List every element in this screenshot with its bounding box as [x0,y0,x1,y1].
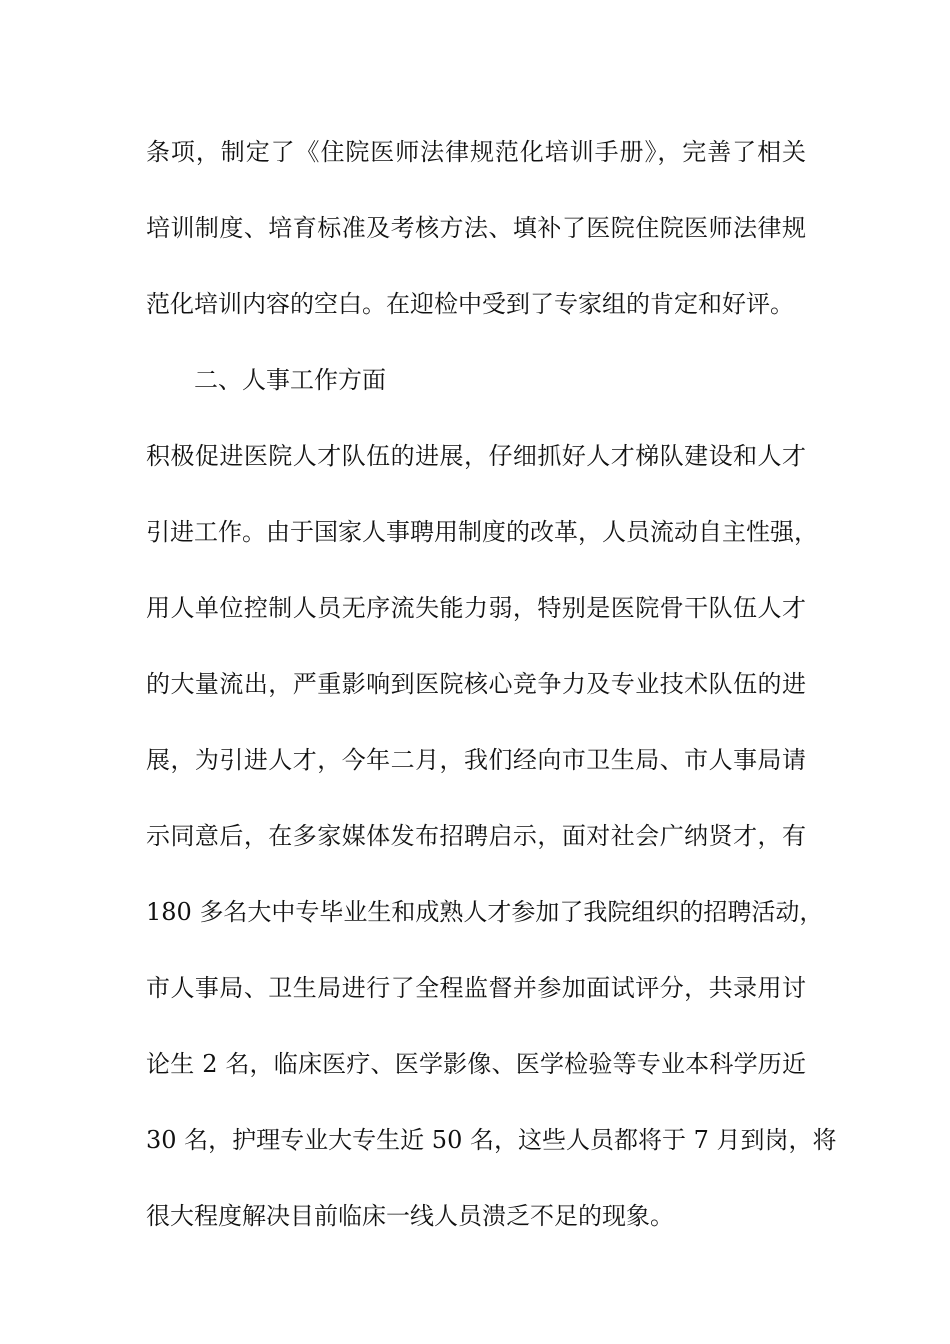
paragraph-line: 条项，制定了《住院医师法律规范化培训手册》，完善了相关 [146,138,806,166]
paragraph-line: 引进工作。由于国家人事聘用制度的改革，人员流动自主性强， [146,518,818,546]
paragraph-line: 展，为引进人才，今年二月，我们经向市卫生局、市人事局请 [146,746,806,774]
section-heading: 二、人事工作方面 [194,366,386,394]
paragraph-line: 积极促进医院人才队伍的进展，仔细抓好人才梯队建设和人才 [146,442,806,470]
paragraph-line: 示同意后，在多家媒体发布招聘启示，面对社会广纳贤才，有 [146,822,806,850]
paragraph-line: 的大量流出，严重影响到医院核心竞争力及专业技术队伍的进 [146,670,806,698]
paragraph-line: 范化培训内容的空白。在迎检中受到了专家组的肯定和好评。 [146,290,794,318]
paragraph-line: 30 名，护理专业大专生近 50 名，这些人员都将于 7 月到岗，将 [146,1126,837,1154]
document-body [146,130,837,1270]
paragraph-line: 论生 2 名，临床医疗、医学影像、医学检验等专业本科学历近 [146,1050,806,1078]
paragraph-line: 培训制度、培育标准及考核方法、填补了医院住院医师法律规 [146,214,806,242]
paragraph-line: 市人事局、卫生局进行了全程监督并参加面试评分，共录用讨 [146,974,806,1002]
paragraph-line: 180 多名大中专毕业生和成熟人才参加了我院组织的招聘活动， [146,898,824,926]
paragraph-line: 很大程度解决目前临床一线人员溃乏不足的现象。 [146,1202,674,1230]
paragraph-line: 用人单位控制人员无序流失能力弱，特别是医院骨干队伍人才 [146,594,806,622]
